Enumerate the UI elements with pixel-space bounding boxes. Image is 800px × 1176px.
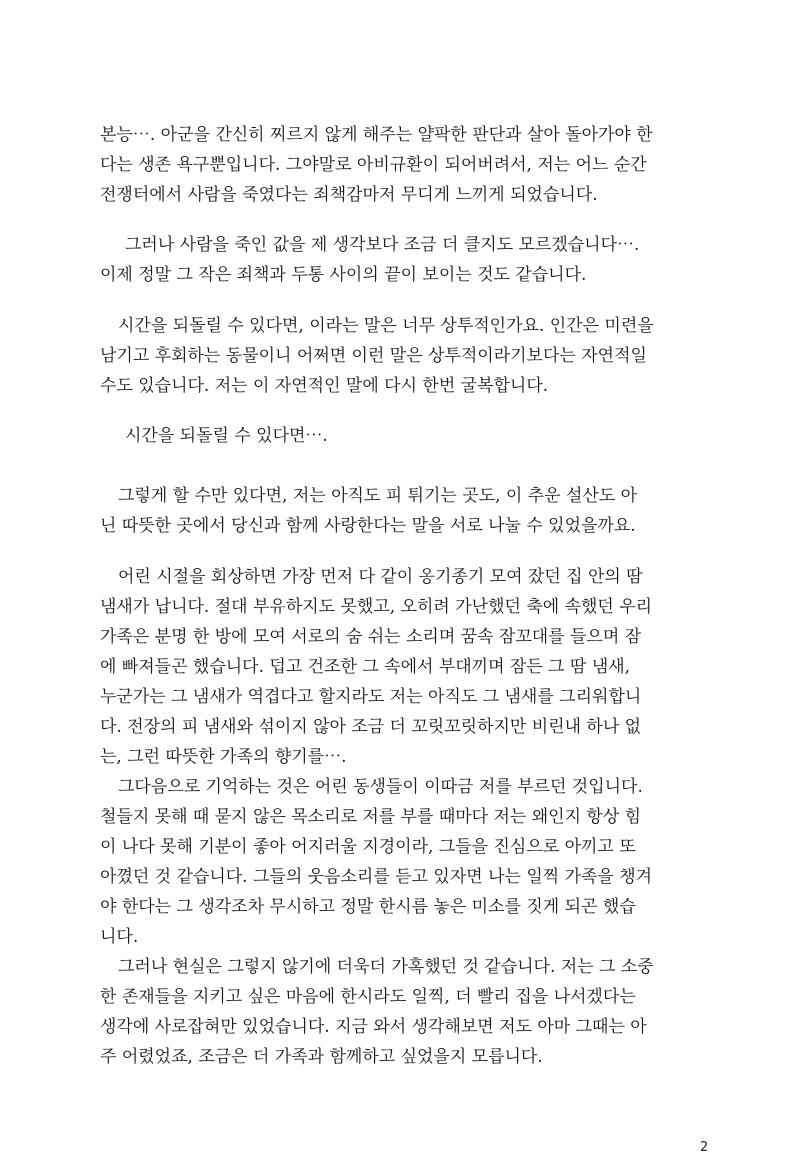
text-line: 그러나 사람을 죽인 값을 제 생각보다 조금 더 클지도 모르겠습니다⋯. (125, 235, 640, 255)
text-line: 냄새가 납니다. 절대 부유하지도 못했고, 오히려 가난했던 축에 속했던 우리 (100, 597, 653, 617)
text-line: 에 빠져들곤 했습니다. 덥고 건조한 그 속에서 부대끼며 잠든 그 땀 냄새, (100, 657, 631, 677)
text-line: 는, 그런 따뜻한 가족의 향기를⋯. (100, 747, 347, 767)
text-line: 전쟁터에서 사람을 죽였다는 죄책감마저 무디게 느끼게 되었습니다. (100, 185, 598, 205)
text-line: 한 존재들을 지키고 싶은 마음에 한시라도 일찍, 더 빨리 집을 나서겠다는 (100, 987, 636, 1007)
text-line: 수도 있습니다. 저는 이 자연적인 말에 다시 한번 굴복합니다. (100, 376, 549, 396)
text-line: 본능⋯. 아군을 간신히 찌르지 않게 해주는 얄팍한 판단과 살아 돌아가야 한 (100, 125, 653, 145)
text-line: 주 어렸었죠, 조금은 더 가족과 함께하고 싶었을지 모릅니다. (100, 1047, 543, 1067)
text-line: 아꼈던 것 같습니다. 그들의 웃음소리를 듣고 있자면 나는 일찍 가족을 챙겨 (100, 867, 653, 887)
text-line: 시간을 되돌릴 수 있다면, 이라는 말은 너무 상투적인가요. 인간은 미련을 (118, 316, 654, 336)
text-line: 니다. (100, 927, 139, 947)
text-line: 야 한다는 그 생각조차 무시하고 정말 한시름 놓은 미소를 짓게 되곤 했습 (100, 897, 636, 917)
text-line: 다는 생존 욕구뿐입니다. 그야말로 아비규환이 되어버려서, 저는 어느 순간 (100, 155, 647, 175)
text-line: 철들지 못해 때 묻지 않은 목소리로 저를 부를 때마다 저는 왜인지 항상 힘 (100, 807, 642, 827)
text-line: 가족은 분명 한 방에 모여 서로의 숨 쉬는 소리며 꿈속 잠꼬대를 들으며 잠 (100, 627, 642, 647)
text-line: 이 나다 못해 기분이 좋아 어지러울 지경이라, 그들을 진심으로 아끼고 또 (100, 837, 636, 857)
page-number: 2 (700, 1140, 709, 1155)
text-line: 시간을 되돌릴 수 있다면⋯. (125, 426, 328, 446)
text-line: 이제 정말 그 작은 죄책과 두통 사이의 끝이 보이는 것도 같습니다. (100, 265, 587, 285)
text-line: 닌 따뜻한 곳에서 당신과 함께 사랑한다는 말을 서로 나눌 수 있었을까요. (100, 516, 636, 536)
text-line: 그렇게 할 수만 있다면, 저는 아직도 피 튀기는 곳도, 이 추운 설산도 아 (118, 486, 638, 506)
text-line: 그다음으로 기억하는 것은 어린 동생들이 이따금 저를 부르던 것입니다. (118, 777, 643, 797)
text-line: 그러나 현실은 그렇지 않기에 더욱더 가혹했던 것 같습니다. 저는 그 소중 (118, 957, 654, 977)
text-line: 어린 시절을 회상하면 가장 먼저 다 같이 옹기종기 모여 잤던 집 안의 땀 (118, 567, 643, 587)
text-line: 남기고 후회하는 동물이니 어쩌면 이런 말은 상투적이라기보다는 자연적일 (100, 346, 647, 366)
text-line: 생각에 사로잡혀만 있었습니다. 지금 와서 생각해보면 저도 아마 그때는 아 (100, 1017, 647, 1037)
text-line: 다. 전장의 피 냄새와 섞이지 않아 조금 더 꼬릿꼬릿하지만 비린내 하나 없 (100, 717, 642, 737)
text-line: 누군가는 그 냄새가 역겹다고 할지라도 저는 아직도 그 냄새를 그리워합니 (100, 687, 642, 707)
